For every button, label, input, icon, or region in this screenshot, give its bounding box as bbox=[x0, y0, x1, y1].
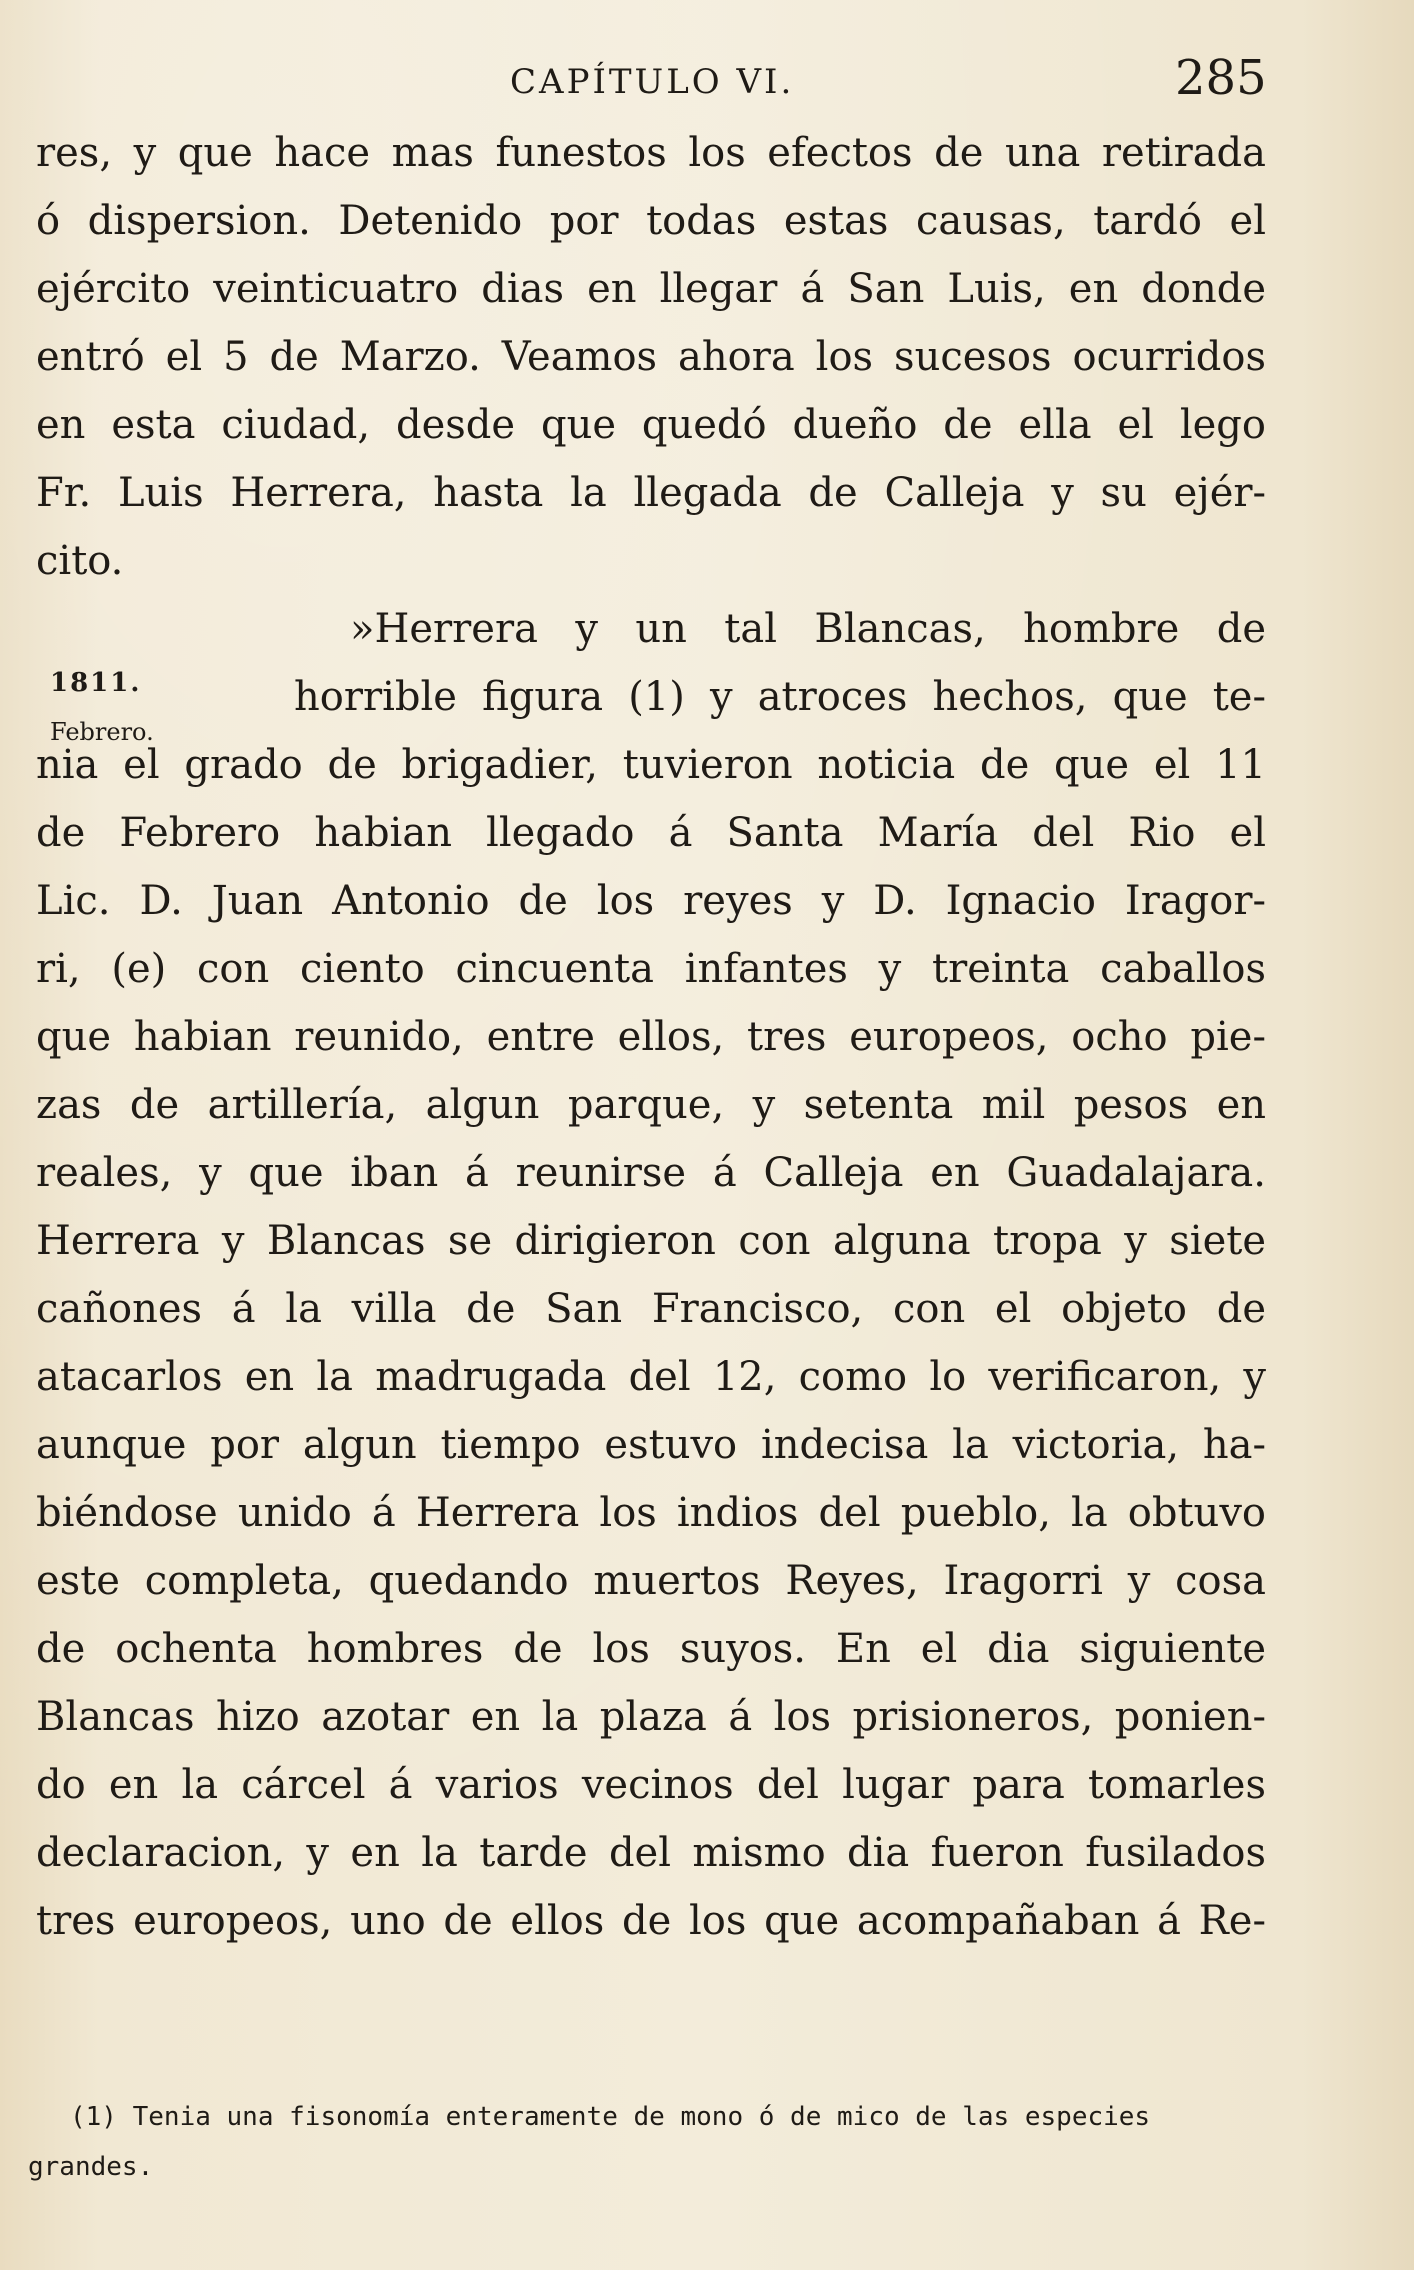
footnote-line-2: grandes. bbox=[28, 2152, 154, 2182]
margin-note-year: 1811. bbox=[50, 668, 142, 698]
text-line: cito. bbox=[36, 538, 124, 584]
text-line: ó dispersion. Detenido por todas estas causas, tardó el bbox=[36, 198, 1266, 244]
page-number: 285 bbox=[1175, 50, 1267, 106]
text-line: zas de artillería, algun parque, y setenta mil pesos en bbox=[36, 1082, 1266, 1128]
text-line: do en la cárcel á varios vecinos del lugar para tomarles bbox=[36, 1762, 1266, 1808]
text-line: que habian reunido, entre ellos, tres europeos, ocho pie- bbox=[36, 1014, 1266, 1060]
text-line: biéndose unido á Herrera los indios del pueblo, la obtuvo bbox=[36, 1490, 1266, 1536]
text-line: aunque por algun tiempo estuvo indecisa la victoria, ha- bbox=[36, 1422, 1266, 1468]
text-line: nia el grado de brigadier, tuvieron noticia de que el 11 bbox=[36, 742, 1266, 788]
footnote-line-1: (1) Tenia una fisonomía enteramente de mono ó de mico de las especies bbox=[70, 2102, 1151, 2132]
text-line: Herrera y Blancas se dirigieron con alguna tropa y siete bbox=[36, 1218, 1266, 1264]
margin-note-month: Febrero. bbox=[50, 718, 154, 746]
chapter-heading: CAPÍTULO VI. bbox=[510, 62, 795, 102]
text-line: de ochenta hombres de los suyos. En el dia siguiente bbox=[36, 1626, 1266, 1672]
text-line: ejército veinticuatro dias en llegar á San Luis, en donde bbox=[36, 266, 1266, 312]
text-line: Lic. D. Juan Antonio de los reyes y D. Ignacio Iragor- bbox=[36, 878, 1266, 924]
text-line: atacarlos en la madrugada del 12, como lo verificaron, y bbox=[36, 1354, 1266, 1400]
text-line: »Herrera y un tal Blancas, hombre de bbox=[350, 606, 1266, 652]
text-line: tres europeos, uno de ellos de los que acompañaban á Re- bbox=[36, 1898, 1266, 1944]
text-line: ri, (e) con ciento cincuenta infantes y treinta caballos bbox=[36, 946, 1266, 992]
text-line: de Febrero habian llegado á Santa María del Rio el bbox=[36, 810, 1266, 856]
text-line: cañones á la villa de San Francisco, con el objeto de bbox=[36, 1286, 1266, 1332]
text-line: reales, y que iban á reunirse á Calleja en Guadalajara. bbox=[36, 1150, 1266, 1196]
running-header bbox=[0, 50, 1414, 120]
text-line: res, y que hace mas funestos los efectos de una retirada bbox=[36, 130, 1266, 176]
text-line: declaracion, y en la tarde del mismo dia fueron fusilados bbox=[36, 1830, 1266, 1876]
text-line: entró el 5 de Marzo. Veamos ahora los sucesos ocurridos bbox=[36, 334, 1266, 380]
text-line: Fr. Luis Herrera, hasta la llegada de Calleja y su ejér- bbox=[36, 470, 1266, 516]
text-line: en esta ciudad, desde que quedó dueño de ella el lego bbox=[36, 402, 1266, 448]
text-line: este completa, quedando muertos Reyes, Iragorri y cosa bbox=[36, 1558, 1266, 1604]
text-line: horrible figura (1) y atroces hechos, que te- bbox=[294, 674, 1266, 720]
text-line: Blancas hizo azotar en la plaza á los prisioneros, ponien- bbox=[36, 1694, 1266, 1740]
